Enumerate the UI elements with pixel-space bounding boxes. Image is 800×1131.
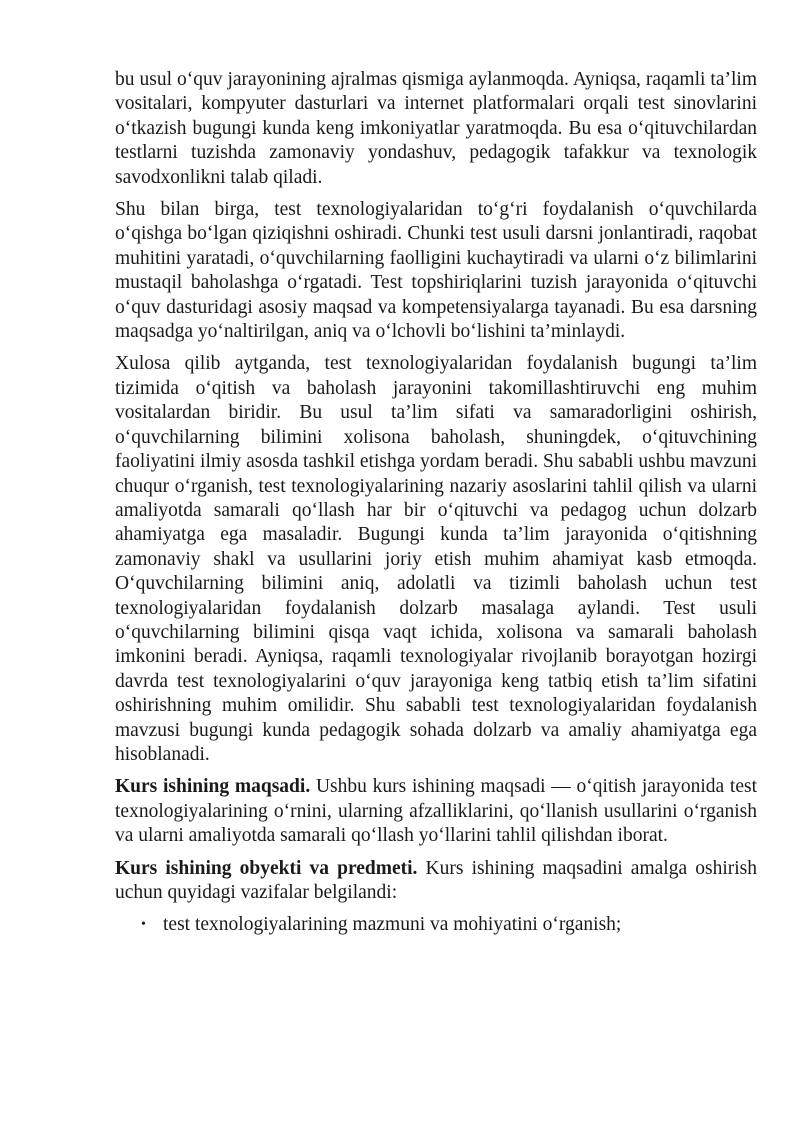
paragraph-test-benefits	[115, 198, 757, 344]
paragraph-lead-heading: Kurs ishining obyekti va predmeti.	[115, 857, 418, 879]
paragraph-course-object	[115, 857, 757, 906]
bullet-icon: •	[141, 917, 146, 933]
paragraph-text: bu usul o‘quv jarayonining ajralmas qismiga aylanmoqda. Ayniqsa, raqamli ta’lim vositalari, kompyuter dasturlari va internet platformalari orqali test sinovlarini o‘tkazish bugungi kunda keng imkoniyatlar yaratmoqda. Bu esa o‘qituvchilardan testlarni tuzishda zamonaviy yondashuv, pedagogik tafakkur va texnologik savodxonlikni talab qiladi.	[115, 69, 757, 188]
paragraph-conclusion	[115, 352, 757, 767]
task-list	[115, 913, 757, 937]
paragraph-lead-heading: Kurs ishining maqsadi.	[115, 776, 311, 798]
document-page	[115, 68, 757, 938]
list-item-text: test texnologiyalarining mazmuni va mohiyatini o‘rganish;	[163, 914, 622, 936]
list-item	[115, 913, 757, 937]
paragraph-text: Xulosa qilib aytganda, test texnologiyalaridan foydalanish bugungi ta’lim tizimida o‘qitish va baholash jarayonini takomillashtiruvchi eng muhim vositalardan biridir. Bu usul ta’lim sifati va samaradorligini oshirish, o‘quvchilarning bilimini xolisona baholash, shuningdek, o‘qituvchining faoliyatini ilmiy asosda tashkil etishga yordam beradi. Shu sababli ushbu mavzuni chuqur o‘rganish, test texnologiyalarining nazariy asoslarini tahlil qilish va ularni amaliyotda samarali qo‘llash har bir o‘qituvchi va pedagog uchun dolzarb ahamiyatga ega masaladir. Bugungi kunda ta’lim jarayonida o‘qitishning zamonaviy shakl va usullarini joriy etish muhim ahamiyat kasb etmoqda. O‘quvchilarning bilimini aniq, adolatli va tizimli baholash uchun test texnologiyalaridan foydalanish dolzarb masalaga aylandi. Test usuli o‘quvchilarning bilimini qisqa vaqt ichida, xolisona va samarali baholash imkonini beradi. Ayniqsa, raqamli texnologiyalar rivojlanib borayotgan hozirgi davrda test texnologiyalarini o‘quv jarayoniga keng tatbiq etish ta’lim sifatini oshirishning muhim omilidir. Shu sababli test texnologiyalaridan foydalanish mavzusi bugungi kunda pedagogik sohada dolzarb va amaliy ahamiyatga ega hisoblanadi.	[115, 353, 757, 765]
paragraph-text: Kurs ishining maqsadini amalga oshirish uchun quyidagi vazifalar belgilandi:	[115, 857, 757, 903]
paragraph-intro-continuation	[115, 68, 757, 190]
paragraph-text: Ushbu kurs ishining maqsadi — o‘qitish jarayonida test texnologiyalarining o‘rnini, ularning afzalliklarini, qo‘llanish usullarini o‘rganish va ularni amaliyotda samarali qo‘llash yo‘llarini tahlil qilishdan iborat.	[115, 776, 757, 847]
paragraph-course-goal	[115, 775, 757, 848]
paragraph-text: Shu bilan birga, test texnologiyalaridan to‘g‘ri foydalanish o‘quvchilarda o‘qishga bo‘lgan qiziqishni oshiradi. Chunki test usuli darsni jonlantiradi, raqobat muhitini yaratadi, o‘quvchilarning faolligini kuchaytiradi va ularni o‘z bilimlarini mustaqil baholashga o‘rgatadi. Test topshiriqlarini tuzish jarayonida o‘qituvchi o‘quv dasturidagi asosiy maqsad va kompetensiyalarga tayanadi. Bu esa darsning maqsadga yo‘naltirilgan, aniq va o‘lchovli bo‘lishini ta’minlaydi.	[115, 199, 757, 343]
